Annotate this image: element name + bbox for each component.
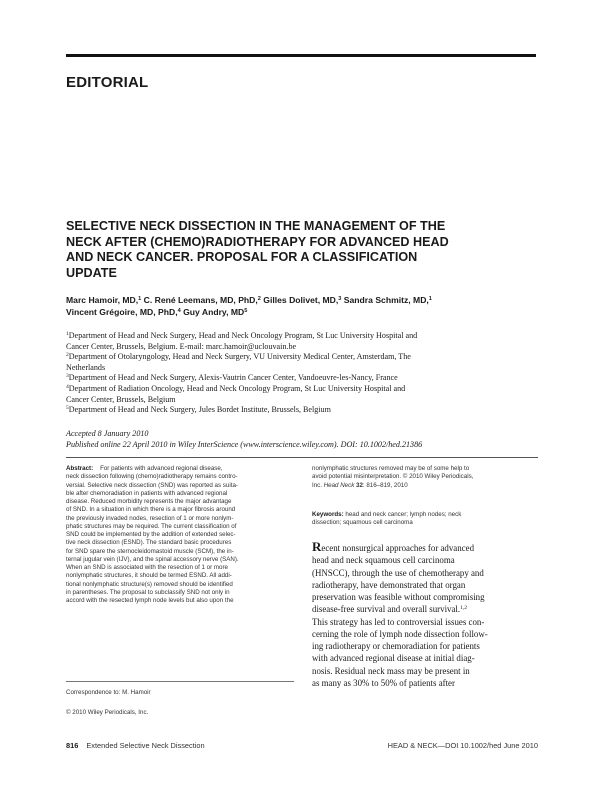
journal-name: Head Neck [323,481,355,489]
author: Vincent Grégoire, MD, PhD, [66,307,178,318]
abstract-line: ternal jugular vein (IJV), and the spinal accessory nerve (SAN). [66,555,239,563]
affiliation-line: $^5$Department of Head and Neck Surgery, Jules Bordet Institute, Brussels, Belgium [66,405,331,415]
body-line: This strategy has led to controversial issues con- [312,616,485,627]
affil-ref: 4 [177,308,181,315]
author: Sandra Schmitz, MD, [341,295,429,305]
affiliation-line: $^3$Department of Head and Neck Surgery, Alexis-Vautrin Cancer Center, Vandoeuvre-les-Nancy, France [66,373,398,383]
abstract-line: in parentheses. The proposal to subclassify SND not only in [66,588,230,596]
abstract-line: the previously invaded nodes, resection of 1 or more nonlym- [66,514,234,522]
reference-marker: 1,2 [460,605,468,612]
abstract-line: ble after chemoradiation in patients with advanced regional [66,489,228,497]
abstract-line: disease. Reduced morbidity represents the major advantage [66,498,232,505]
author-line [66,306,538,318]
body-line: ing radiotherapy or chemoradiation for patients [312,641,480,651]
affil-ref: 1 [428,296,432,302]
body-line: Recent nonsurgical approaches for advanced [312,539,475,554]
author: C. René Leemans, MD, PhD, [141,295,258,305]
abstract-line: avoid potential misinterpretation. © 2010 Wiley Periodicals, [312,473,474,481]
page-number: 816 [66,741,79,750]
footer-left [66,741,205,750]
body-line: disease-free survival and overall survival.$^{1,2}$ [312,604,468,615]
keywords [312,511,538,528]
abstract-line: When an SND is associated with the resection of 1 or more [66,564,228,571]
volume: 32 [354,481,363,489]
abstract-line: versial. Selective neck dissection (SND) was reported as suita- [66,481,238,489]
author-list [66,294,538,318]
keywords-line: Keywords: head and neck cancer; lymph nodes; neck [312,511,462,518]
abstract-label: Abstract: [66,465,94,472]
page-footer [66,741,538,753]
abstract-line: for SND spare the sternocleidomastoid muscle (SCM), the in- [66,547,234,555]
abstract-line: phatic structures may be required. The current classification of [66,522,237,530]
abstract-line: accord with the resected lymph node levels but also upon the [66,597,234,604]
abstract-line: tional nonlymphatic structure(s) removed should be identified [66,580,233,588]
affil-ref: 2 [257,296,261,302]
abstract-line: Abstract: For patients with advanced regional disease, [66,465,223,472]
copyright: © 2010 Wiley Periodicals, Inc. [66,709,149,716]
abstract-continued [312,465,538,490]
keywords-label: Keywords: [312,511,344,518]
author: Gilles Dolivet, MD, [260,295,339,305]
article-title [66,219,538,281]
title-line: NECK AFTER (CHEMO)RADIOTHERAPY FOR ADVANCED HEAD [66,234,449,249]
keywords-line: dissection; squamous cell carcinoma [312,519,413,527]
published-info: Published online 22 April 2010 in Wiley InterScience (www.interscience.wiley.com). DOI: 10.1002/hed.21386 [66,439,423,449]
body-line: head and neck squamous cell carcinoma [312,555,455,566]
abstract-line: nonlymphatic structures, it should be termed ESND. All addi- [66,572,232,580]
affiliation-line: Cancer Center, Brussels, Belgium. E-mail: marc.hamoir@uclouvain.be [66,341,297,351]
body-line: as many as 30% to 50% of patients after [312,677,455,688]
abstract [66,465,294,605]
abstract-line: tive neck dissection (ESND). The standard basic procedures [66,539,232,547]
abstract-line: neck dissection following (chemo)radiotherapy remains contro- [66,473,238,481]
affil-ref: 5 [244,308,248,315]
header-divider [66,457,538,458]
affil-ref: 3 [338,296,342,302]
abstract-line: SND could be implemented by the addition of extended selec- [66,531,236,538]
running-title: Extended Selective Neck Dissection [86,741,205,750]
drop-cap: R [312,539,322,554]
journal-info: HEAD & NECK—DOI 10.1002/hed June 2010 [387,741,538,750]
affiliation-line: $^4$Department of Radiation Oncology, Head and Neck Oncology Program, St Luc University Hospital and [66,383,406,393]
author: Marc Hamoir, MD, [66,295,139,305]
title-line: SELECTIVE NECK DISSECTION IN THE MANAGEMENT OF THE [66,219,446,233]
affiliations [66,331,538,416]
top-rule [66,54,536,57]
title-line: UPDATE [66,265,117,280]
citation-line: Inc. Head Neck 32: 816–819, 2010 [312,481,408,489]
body-line: preservation was feasible without compromising [312,592,485,602]
body-line: nosis. Residual neck mass may be present in [312,665,470,676]
abstract-line: nonlymphatic structures removed may be of some help to [312,465,470,472]
affiliation-line: Cancer Center, Brussels, Belgium [66,394,176,404]
accepted-date: Accepted 8 January 2010 [66,429,149,438]
body-line: with advanced regional disease at initial diag- [312,653,475,664]
body-text [312,541,540,689]
affiliation-line: $^1$Department of Head and Neck Surgery, Head and Neck Oncology Program, St Luc University Hospital and [66,331,418,340]
body-line: cerning the role of lymph node dissection follow- [312,628,488,639]
body-line: radiotherapy, have demonstrated that organ [312,579,466,590]
author: Guy Andry, MD [180,307,245,318]
affiliation-line: Netherlands [66,362,106,372]
publication-dates [66,429,538,450]
title-line: AND NECK CANCER. PROPOSAL FOR A CLASSIFICATION [66,250,418,265]
body-line: (HNSCC), through the use of chemotherapy and [312,567,484,578]
abstract-divider [66,681,294,682]
correspondence: Correspondence to: M. Hamoir [66,689,151,696]
author-line [66,294,538,306]
section-label: EDITORIAL [66,74,149,91]
abstract-line: of SND. In a situation in which there is a major fibrosis around [66,506,236,514]
affil-ref: 1 [138,296,142,302]
affiliation-line: $^2$Department of Otolaryngology, Head and Neck Surgery, VU University Medical Center, Amsterdam, The [66,352,411,362]
